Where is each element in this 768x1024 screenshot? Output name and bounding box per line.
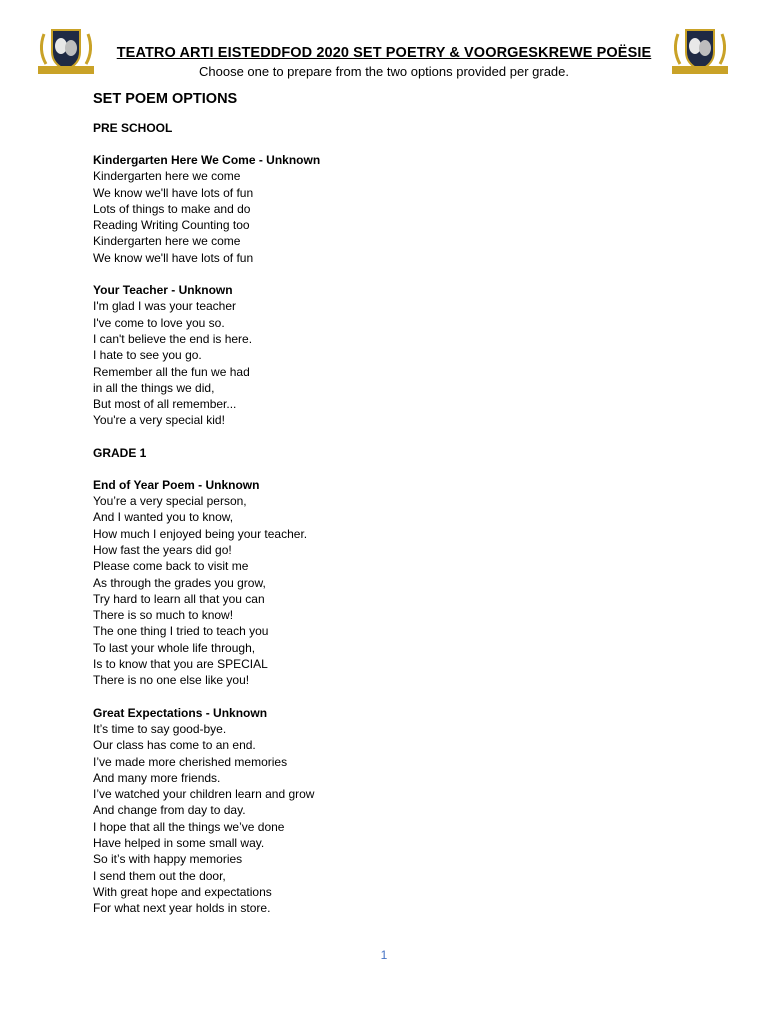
poem-line: There is so much to know! [93, 608, 234, 623]
poem-line: So it’s with happy memories [93, 852, 243, 867]
poem-title: Your Teacher - Unknown [93, 283, 233, 298]
poem [93, 152, 693, 266]
document-subtitle: Choose one to prepare from the two options provided per grade. [198, 64, 569, 79]
theatre-masks-crest-icon [670, 24, 730, 78]
poem-line: I'm glad I was your teacher [93, 299, 237, 314]
poem-title: End of Year Poem - Unknown [93, 477, 260, 492]
poem-line: I can't believe the end is here. [93, 331, 253, 346]
poem-line: We know we'll have lots of fun [93, 185, 254, 200]
poem-line: How fast the years did go! [93, 542, 232, 557]
poem-line: You’re a very special person, [93, 494, 247, 509]
poem-line: And change from day to day. [93, 803, 246, 818]
poem-line: I hope that all the things we’ve done [93, 819, 285, 834]
poem-line: How much I enjoyed being your teacher. [93, 526, 308, 541]
poem-line: I’ve watched your children learn and grow [93, 787, 315, 802]
theatre-masks-crest-icon [36, 24, 96, 78]
poem-line: I hate to see you go. [93, 348, 202, 363]
poem-line: Reading Writing Counting too [93, 218, 250, 233]
poem-line: The one thing I tried to teach you [93, 624, 269, 639]
poem-line: With great hope and expectations [93, 884, 272, 899]
grade-heading: GRADE 1 [93, 445, 147, 460]
poem [93, 477, 693, 689]
poem-line: Try hard to learn all that you can [93, 591, 265, 606]
poem-line: But most of all remember... [93, 397, 237, 412]
poem-line: Lots of things to make and do [93, 201, 251, 216]
poem [93, 705, 693, 917]
poem-line: You're a very special kid! [93, 413, 225, 428]
poem-line: And many more friends. [93, 770, 221, 785]
poem-line: I’ve made more cherished memories [93, 754, 288, 769]
poem-line: As through the grades you grow, [93, 575, 266, 590]
poem-line: Is to know that you are SPECIAL [93, 657, 268, 672]
poem-line: For what next year holds in store. [93, 901, 271, 916]
poem-line: I send them out the door, [93, 868, 226, 883]
poem-line: Have helped in some small way. [93, 835, 265, 850]
poem-line: Our class has come to an end. [93, 738, 256, 753]
poem-line: There is no one else like you! [93, 673, 250, 688]
page-number: 1 [380, 948, 388, 962]
poem-line: Kindergarten here we come [93, 234, 241, 249]
poem-line: Please come back to visit me [93, 559, 249, 574]
document-body [93, 90, 693, 932]
poem [93, 282, 693, 429]
poem-line: It’s time to say good-bye. [93, 721, 227, 736]
poem-line: And I wanted you to know, [93, 510, 234, 525]
poem-line: Kindergarten here we come [93, 169, 241, 184]
document-header [100, 44, 668, 80]
poem-line: I've come to love you so. [93, 315, 225, 330]
poem-line: We know we'll have lots of fun [93, 250, 254, 265]
poem-title: Kindergarten Here We Come - Unknown [93, 153, 321, 167]
poem-line: Remember all the fun we had [93, 364, 250, 379]
section-title: SET POEM OPTIONS [93, 91, 238, 107]
poem-line: To last your whole life through, [93, 640, 256, 655]
grade-heading: PRE SCHOOL [93, 121, 173, 135]
document-title: TEATRO ARTI EISTEDDFOD 2020 SET POETRY & VOORGESKREWE POËSIE [116, 45, 652, 61]
poem-title: Great Expectations - Unknown [93, 705, 268, 720]
poem-line: in all the things we did, [93, 380, 215, 395]
